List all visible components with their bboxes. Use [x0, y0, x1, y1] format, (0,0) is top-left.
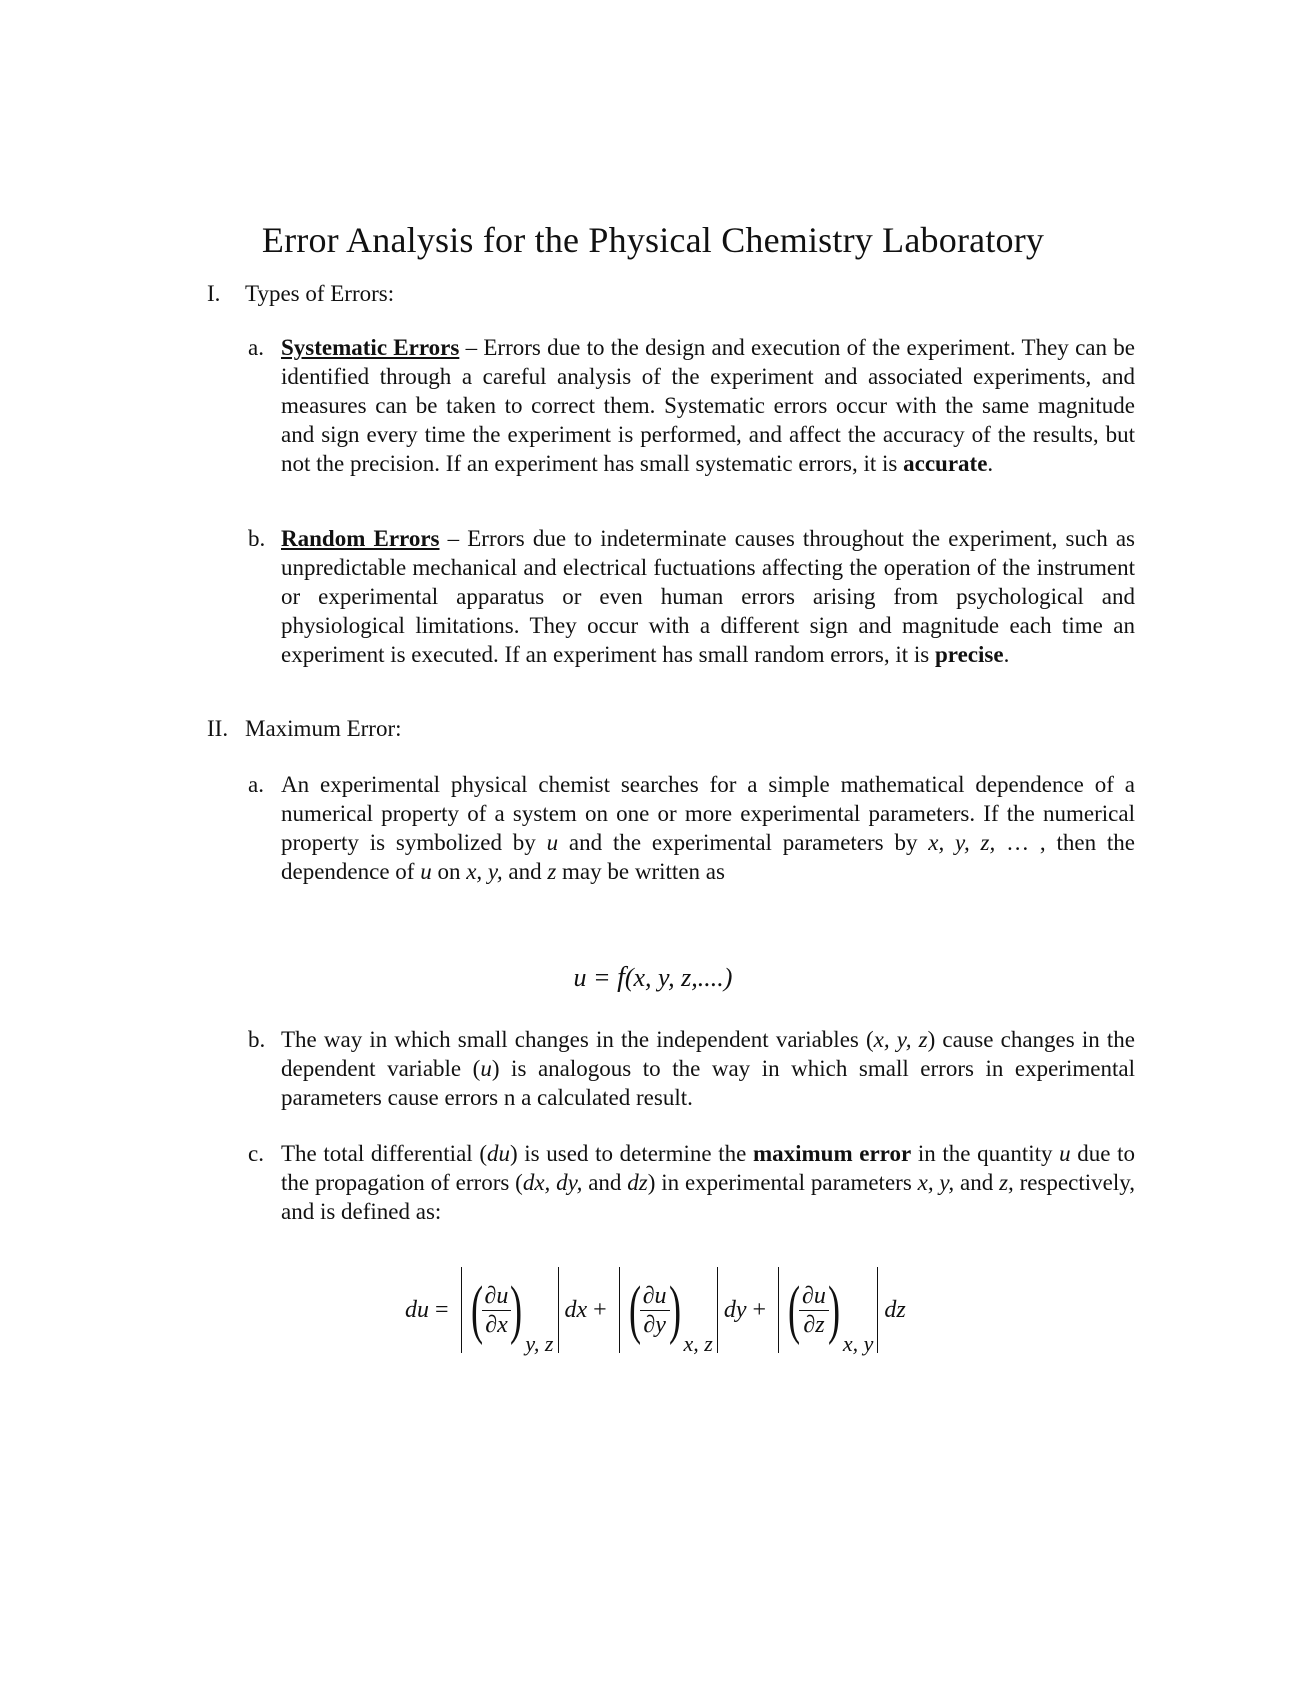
list-marker: c. — [248, 1141, 264, 1166]
text: ) cause changes in the dependent variable ( — [281, 1027, 1135, 1081]
variable: x, y, z — [873, 1027, 928, 1052]
text: The way in which small changes in the independent variables ( — [281, 1027, 874, 1052]
equation-lhs: du — [405, 1296, 429, 1323]
fraction — [482, 1282, 512, 1339]
partial-derivative-x — [461, 1267, 559, 1356]
paragraph-text: – Errors due to indeterminate causes throughout the experiment, such as unpredictable mechanical and electrical fuctuations affecting the operation of the instrument or experimental apparatus or even human errors arising from psychological and physiological limitations. They occur with a different sign and magnitude each time an experiment is executed. If an experiment has small random errors, it is — [281, 526, 1135, 667]
text: in the quantity — [911, 1141, 1060, 1166]
left-paren: ( — [788, 1273, 801, 1346]
variable: x, y, — [466, 859, 503, 884]
held-constant-subscript: x, z — [683, 1331, 713, 1356]
partial-derivative-z — [778, 1267, 878, 1356]
right-paren: ) — [827, 1273, 840, 1346]
section-heading-text: Maximum Error: — [245, 716, 402, 741]
section-numeral: II. — [207, 716, 229, 741]
paragraph-dependence — [281, 770, 1135, 886]
variable: u — [546, 830, 559, 855]
paragraph-text-end: . — [1003, 642, 1010, 667]
left-paren: ( — [470, 1273, 483, 1346]
text: ) is used to determine the — [509, 1141, 753, 1166]
list-item-systematic-errors — [248, 333, 1135, 478]
variable: x, y, — [917, 1170, 955, 1195]
variable: x, y, z, — [928, 830, 996, 855]
text: due to the propagation of errors ( — [281, 1141, 1136, 1195]
held-constant-subscript: y, z — [525, 1331, 554, 1356]
list-item-dependence — [248, 770, 1135, 886]
plus-sign: + — [752, 1296, 767, 1323]
equation-dependence — [0, 962, 1306, 994]
variable: du — [486, 1141, 510, 1166]
list-item-random-errors — [248, 524, 1135, 669]
list-marker: a. — [248, 772, 264, 797]
paragraph-text-end: . — [987, 451, 994, 476]
text: The total differential ( — [281, 1141, 487, 1166]
numerator: ∂u — [482, 1282, 512, 1311]
variable: u — [420, 859, 432, 884]
differential: dx — [564, 1296, 588, 1323]
text: on — [431, 859, 467, 884]
variable: dx, dy, — [522, 1170, 583, 1195]
variable: z — [547, 859, 557, 884]
differential: dy — [723, 1296, 747, 1323]
text: and the experimental parameters by — [558, 830, 929, 855]
list-marker: b. — [248, 526, 266, 551]
right-paren: ) — [668, 1273, 681, 1346]
variable: u — [1059, 1141, 1071, 1166]
emphasis-precise: precise — [935, 642, 1004, 667]
text: ) is analogous to the way in which small errors in experimental parameters cause errors n a calculated result. — [281, 1056, 1135, 1110]
term-random-errors: Random Errors — [281, 526, 440, 551]
equation-total-differential — [405, 1262, 906, 1358]
variable: u — [480, 1056, 492, 1081]
paragraph-random-errors — [281, 524, 1135, 669]
paragraph-systematic-errors — [281, 333, 1135, 478]
section-numeral: I. — [207, 281, 221, 306]
emphasis-maximum-error: maximum error — [752, 1141, 912, 1166]
emphasis-accurate: accurate — [903, 451, 988, 476]
text: respectively, and is defined as: — [281, 1170, 1135, 1224]
partial-derivative-y — [619, 1267, 718, 1356]
plus-sign: + — [593, 1296, 607, 1323]
left-paren: ( — [628, 1273, 641, 1346]
section-heading-maximum-error — [207, 714, 402, 743]
denominator: ∂y — [643, 1311, 666, 1338]
variable: z, — [999, 1170, 1014, 1195]
fraction — [640, 1282, 670, 1339]
section-heading-types-of-errors — [207, 279, 394, 308]
list-marker: b. — [248, 1027, 266, 1052]
text: and — [954, 1170, 1000, 1195]
equation-function: f — [617, 962, 625, 993]
equation-args: (x, y, z,....) — [624, 963, 733, 992]
text: and — [502, 859, 548, 884]
paragraph-total-differential — [281, 1139, 1135, 1226]
numerator: ∂u — [640, 1282, 670, 1311]
list-marker: a. — [248, 335, 264, 360]
paragraph-analogy — [281, 1025, 1135, 1112]
text: may be written as — [556, 859, 725, 884]
denominator: ∂z — [803, 1311, 825, 1338]
differential: dz — [884, 1296, 906, 1323]
text: and — [582, 1170, 628, 1195]
list-item-total-differential — [248, 1139, 1135, 1226]
equation-lhs: u = — [573, 963, 618, 992]
list-item-analogy — [248, 1025, 1135, 1112]
section-heading-text: Types of Errors: — [245, 281, 395, 306]
text: … , then the dependence of — [281, 830, 1135, 884]
held-constant-subscript: x, y — [842, 1331, 874, 1356]
term-systematic-errors: Systematic Errors — [281, 335, 460, 360]
numerator: ∂u — [799, 1282, 829, 1311]
equals-sign: = — [435, 1296, 449, 1323]
denominator: ∂x — [485, 1311, 508, 1338]
text: ) in experimental parameters — [647, 1170, 918, 1195]
paragraph-text: – Errors due to the design and execution of the experiment. They can be identified through a careful analysis of the experiment and associated experiments, and measures can be taken to correct them. Systematic errors occur with the same magnitude and sign every time the experiment is performed, and affect the accuracy of the results, but not the precision. If an experiment has small systematic errors, it is — [281, 335, 1135, 476]
right-paren: ) — [510, 1273, 523, 1346]
variable: dz — [627, 1170, 648, 1195]
text: An experimental physical chemist searches for a simple mathematical dependence of a numerical property of a system on one or more experimental parameters. If the numerical property is symbolized by — [281, 772, 1135, 855]
fraction — [799, 1282, 829, 1339]
page-title: Error Analysis for the Physical Chemistry Laboratory — [261, 220, 1045, 260]
